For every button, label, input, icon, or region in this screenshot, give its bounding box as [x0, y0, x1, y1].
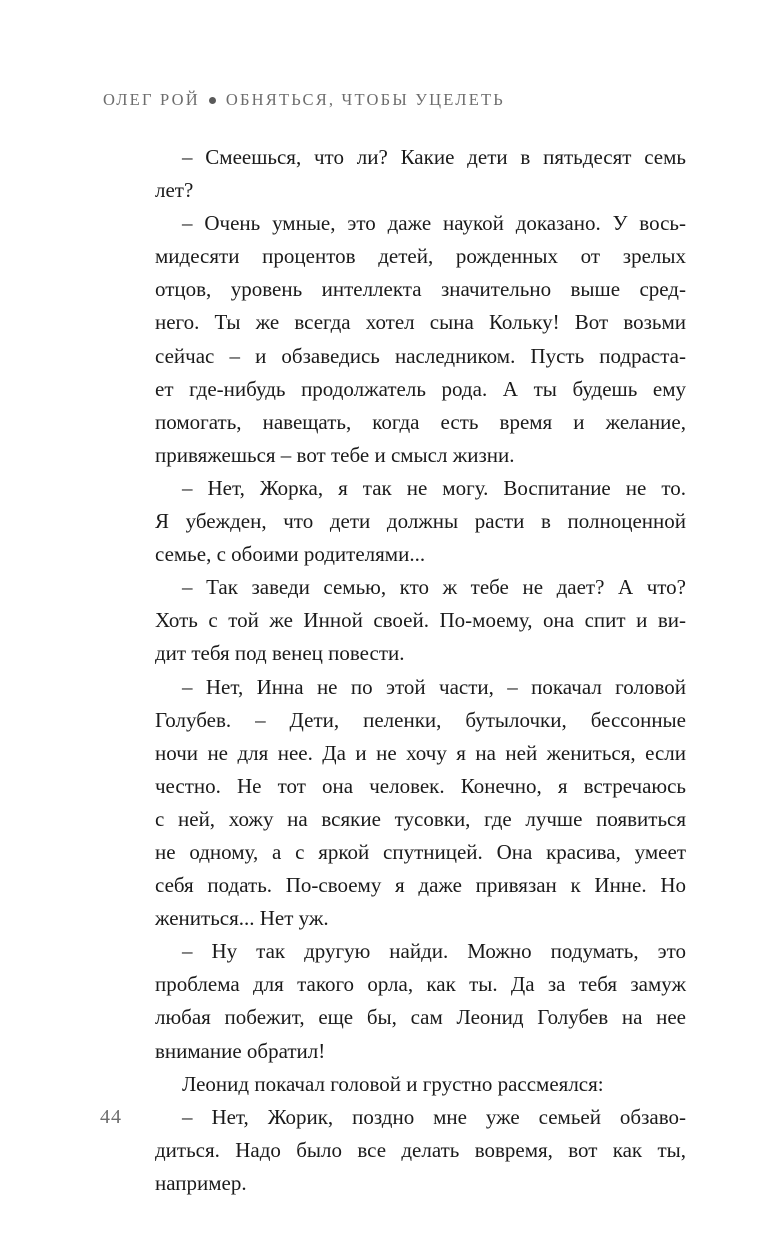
text-line: Леонид покачал головой и грустно рассмеялся:	[182, 1071, 604, 1096]
text-line: – Нет, Инна не по этой части, – покачал головой	[182, 674, 686, 699]
text-line: диться. Надо было все делать вовремя, вот как ты,	[155, 1137, 686, 1162]
text-line: привяжешься – вот тебе и смысл жизни.	[155, 442, 515, 467]
text-line: с ней, хожу на всякие тусовки, где лучше появиться	[155, 806, 686, 831]
text-line: сейчас – и обзаведись наследником. Пусть подраста-	[155, 343, 686, 368]
text-line: лет?	[155, 178, 194, 203]
text-line: жениться... Нет уж.	[155, 906, 329, 931]
text-line: ночи не для нее. Да и не хочу я на ней жениться, если	[155, 740, 686, 765]
author-name: ОЛЕГ РОЙ	[103, 90, 200, 109]
text-line: себя подать. По-своему я даже привязан к Инне. Но	[155, 873, 686, 898]
text-line: например.	[155, 1170, 247, 1195]
text-line: Голубев. – Дети, пеленки, бутылочки, бессонные	[155, 707, 686, 732]
book-title: ОБНЯТЬСЯ, ЧТОБЫ УЦЕЛЕТЬ	[225, 90, 505, 109]
page-number: 44	[100, 1106, 122, 1128]
text-line: – Очень умные, это даже наукой доказано. У вось-	[182, 211, 686, 236]
text-line: мидесяти процентов детей, рожденных от зрелых	[155, 244, 686, 269]
text-line: – Нет, Жорик, поздно мне уже семьей обзаво-	[182, 1104, 686, 1129]
text-line: отцов, уровень интеллекта значительно выше сред-	[155, 277, 686, 302]
separator-dot-icon	[209, 97, 216, 104]
text-line: него. Ты же всегда хотел сына Кольку! Вот возьми	[155, 310, 686, 335]
text-line: проблема для такого орла, как ты. Да за тебя замуж	[155, 972, 686, 997]
text-line: дит тебя под венец повести.	[155, 641, 405, 666]
text-line: честно. Не тот она человек. Конечно, я встречаюсь	[155, 773, 686, 798]
text-line: – Ну так другую найди. Можно подумать, это	[182, 939, 686, 964]
body-text	[155, 141, 686, 1200]
text-line: семье, с обоими родителями...	[155, 542, 426, 567]
running-head	[103, 90, 505, 110]
text-line: внимание обратил!	[155, 1038, 326, 1063]
text-line: – Нет, Жорка, я так не могу. Воспитание не то.	[182, 475, 686, 500]
text-line: Хоть с той же Инной своей. По-моему, она спит и ви-	[155, 608, 686, 633]
text-line: не одному, а с яркой спутницей. Она красива, умеет	[155, 839, 686, 864]
text-line: – Смеешься, что ли? Какие дети в пятьдесят семь	[182, 145, 686, 169]
text-line: любая побежит, еще бы, сам Леонид Голубев на нее	[155, 1005, 686, 1030]
text-line: ет где-нибудь продолжатель рода. А ты будешь ему	[155, 376, 686, 401]
text-line: помогать, навещать, когда есть время и желание,	[155, 409, 686, 434]
text-line: – Так заведи семью, кто ж тебе не дает? А что?	[182, 575, 686, 600]
text-line: Я убежден, что дети должны расти в полноценной	[155, 509, 686, 534]
